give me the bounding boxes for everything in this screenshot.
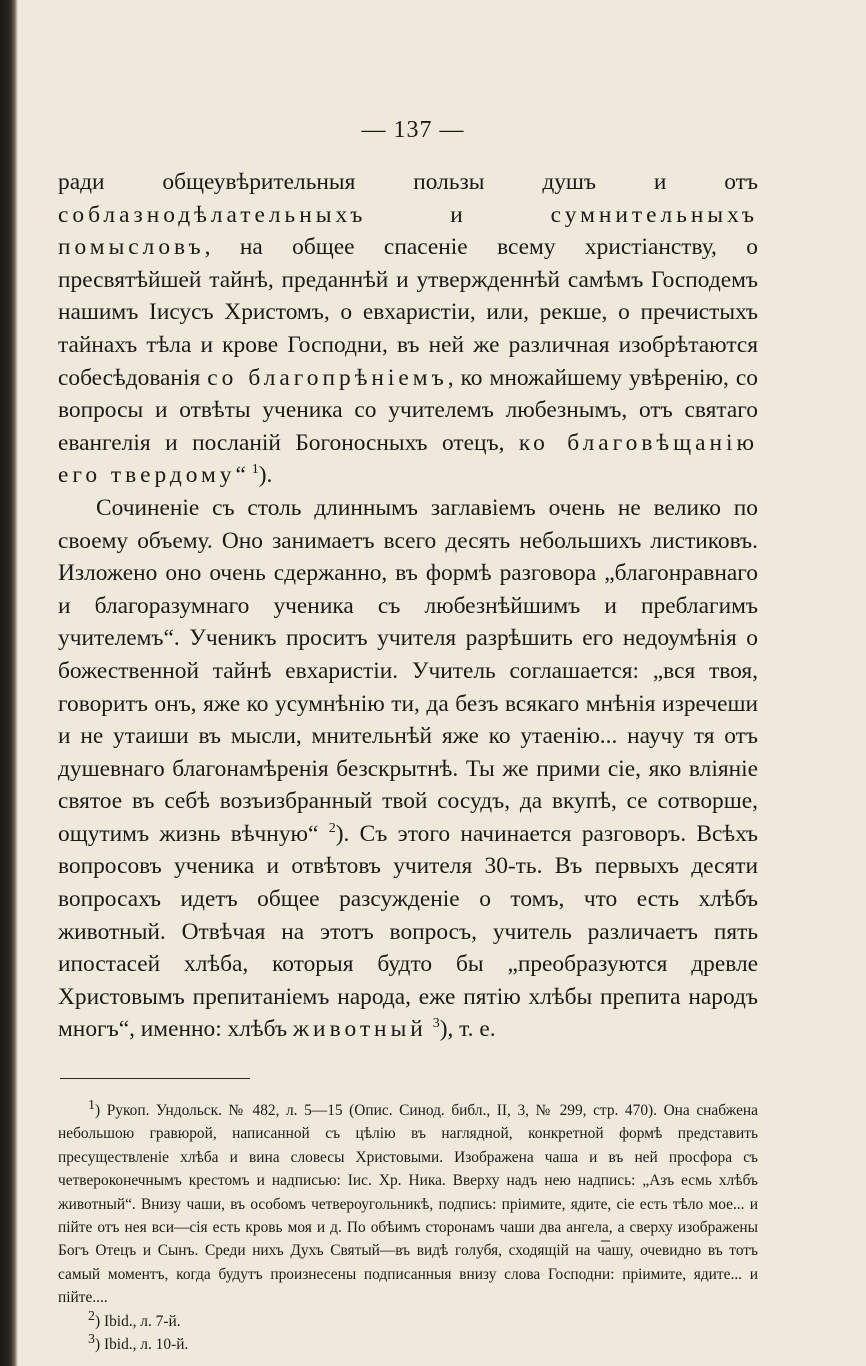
spaced-emphasis: ко благовѣщанію его твердому <box>58 429 758 489</box>
footnote-text: ) Рукоп. Ундольск. № 482, л. 5—15 (Опис. Синод. библ., II, 3, № 299, стр. 470). Она снабжена небольшою гравюрой, написанной съ цѣлію въ наглядной, конкретной формѣ представить пресуществленіе хлѣба и вина словесы Христовыми. Изображена чаша и въ ней просфора съ четвероконечнымъ крестомъ и надписью: Іис. Хр. Ника. Вверху надъ нею надпись: „Азъ есмь хлѣбъ животный“. Внизу чаши, въ особомъ четвероугольникѣ, подпись: пріимите, ядите, сіе есть тѣло мое... и пійте отъ нея вси—сія есть кровь моя и д. По обѣимъ сторонамъ чаши два ангела, а сверху изображены Богъ Отецъ и Сынъ. Среди нихъ Духъ Святый—въ видѣ голубя, сходящій на чашу, очевидно въ тотъ самый моментъ, когда будутъ произнесены подписанныя внизу слова Господни: пріимите, ядите... и пійте.... <box>58 1102 758 1307</box>
spaced-emphasis: соблазнодѣлательныхъ и сумнительныхъ помысловъ <box>58 201 758 261</box>
footnote-text: ) Ibid., л. 10-й. <box>95 1336 189 1354</box>
text-run: ). <box>258 462 273 489</box>
footnote-1 <box>58 1099 758 1310</box>
text-run: ради общеувѣрительныя пользы душъ и отъ <box>58 169 758 195</box>
page-number: — 137 — <box>361 117 465 143</box>
spaced-emphasis: со благопрѣніемъ <box>207 364 448 391</box>
footnote-ref[interactable]: 1 <box>251 462 259 478</box>
footnote-mark: 2 <box>88 1308 95 1324</box>
footnote-3 <box>58 1333 758 1356</box>
book-page <box>58 110 758 1357</box>
footnotes <box>58 1099 758 1356</box>
print-smudge <box>601 1240 610 1242</box>
text-run: , ко множайшему увѣренію, со вопросы и отвѣты ученика со учителемъ любезнымъ, отъ святаго евангелія и посланій Богоносныхъ отецъ, <box>58 364 758 456</box>
spaced-emphasis: животный <box>292 1016 427 1043</box>
text-run: ). Съ этого начинается разговоръ. Всѣхъ вопросовъ ученика и отвѣтовъ учителя 30-ть. Въ первыхъ десяти вопросахъ идетъ общее разсужденіе о томъ, что есть хлѣбъ животный. Отвѣчая на этотъ вопросъ, учитель различаетъ пять ипостасей хлѣба, которыя будто бы „преобразуются древле Христовымъ препитаніемъ народа, еже пятію хлѣбы препита народъ многъ“, именно: хлѣбъ <box>58 820 758 1043</box>
text-run: ), т. е. <box>439 1016 496 1043</box>
footnote-text: ) Ibid., л. 7-й. <box>95 1312 181 1330</box>
footnote-mark: 1 <box>88 1097 95 1113</box>
footnote-mark: 3 <box>88 1331 95 1347</box>
paragraph <box>58 492 758 1046</box>
text-run: “ <box>235 462 252 489</box>
paragraph <box>58 166 758 492</box>
footnote-ref[interactable]: 3 <box>432 1016 440 1032</box>
footnote-ref[interactable]: 2 <box>328 821 336 837</box>
footnote-divider <box>60 1078 250 1079</box>
footnote-2 <box>58 1310 758 1333</box>
book-binding-edge <box>0 0 18 1366</box>
text-run: , на общее спасеніе всему христіанству, о пресвятѣйшей тайнѣ, преданнѣй и утвержденнѣй самѣмъ Господемъ нашимъ Іисусъ Христомъ, о евхаристіи, или, рекше, о пречистыхъ тайнахъ тѣла и крове Господни, въ ней же различная изобрѣтаются собесѣдованія <box>58 234 758 391</box>
body-text <box>58 166 758 1046</box>
text-run: Сочиненіе съ столь длиннымъ заглавіемъ очень не велико по своему объему. Оно занимаетъ всего десять небольшихъ листиковъ. Изложено оно очень сдержанно, въ формѣ разговора „благонравнаго и благоразумнаго ученика съ любезнѣйшимъ и преблагимъ учителемъ“. Ученикъ проситъ учителя разрѣшить его недоумѣнія о божественной тайнѣ евхаристіи. Учитель соглашается: „вся твоя, говоритъ онъ, яже ко усумнѣнію ти, да безъ всякаго мнѣнія изречеши и не утаиши въ мысли, мнительнѣй яже ко утаенію... научу тя отъ душевнаго благонамѣренія безскрытнѣ. Ты же прими сіе, яко вліяніе святое въ себѣ возъизбранный твой сосудъ, да вкупѣ, се сотворше, ощутимъ жизнь вѣчную“ <box>58 494 758 847</box>
